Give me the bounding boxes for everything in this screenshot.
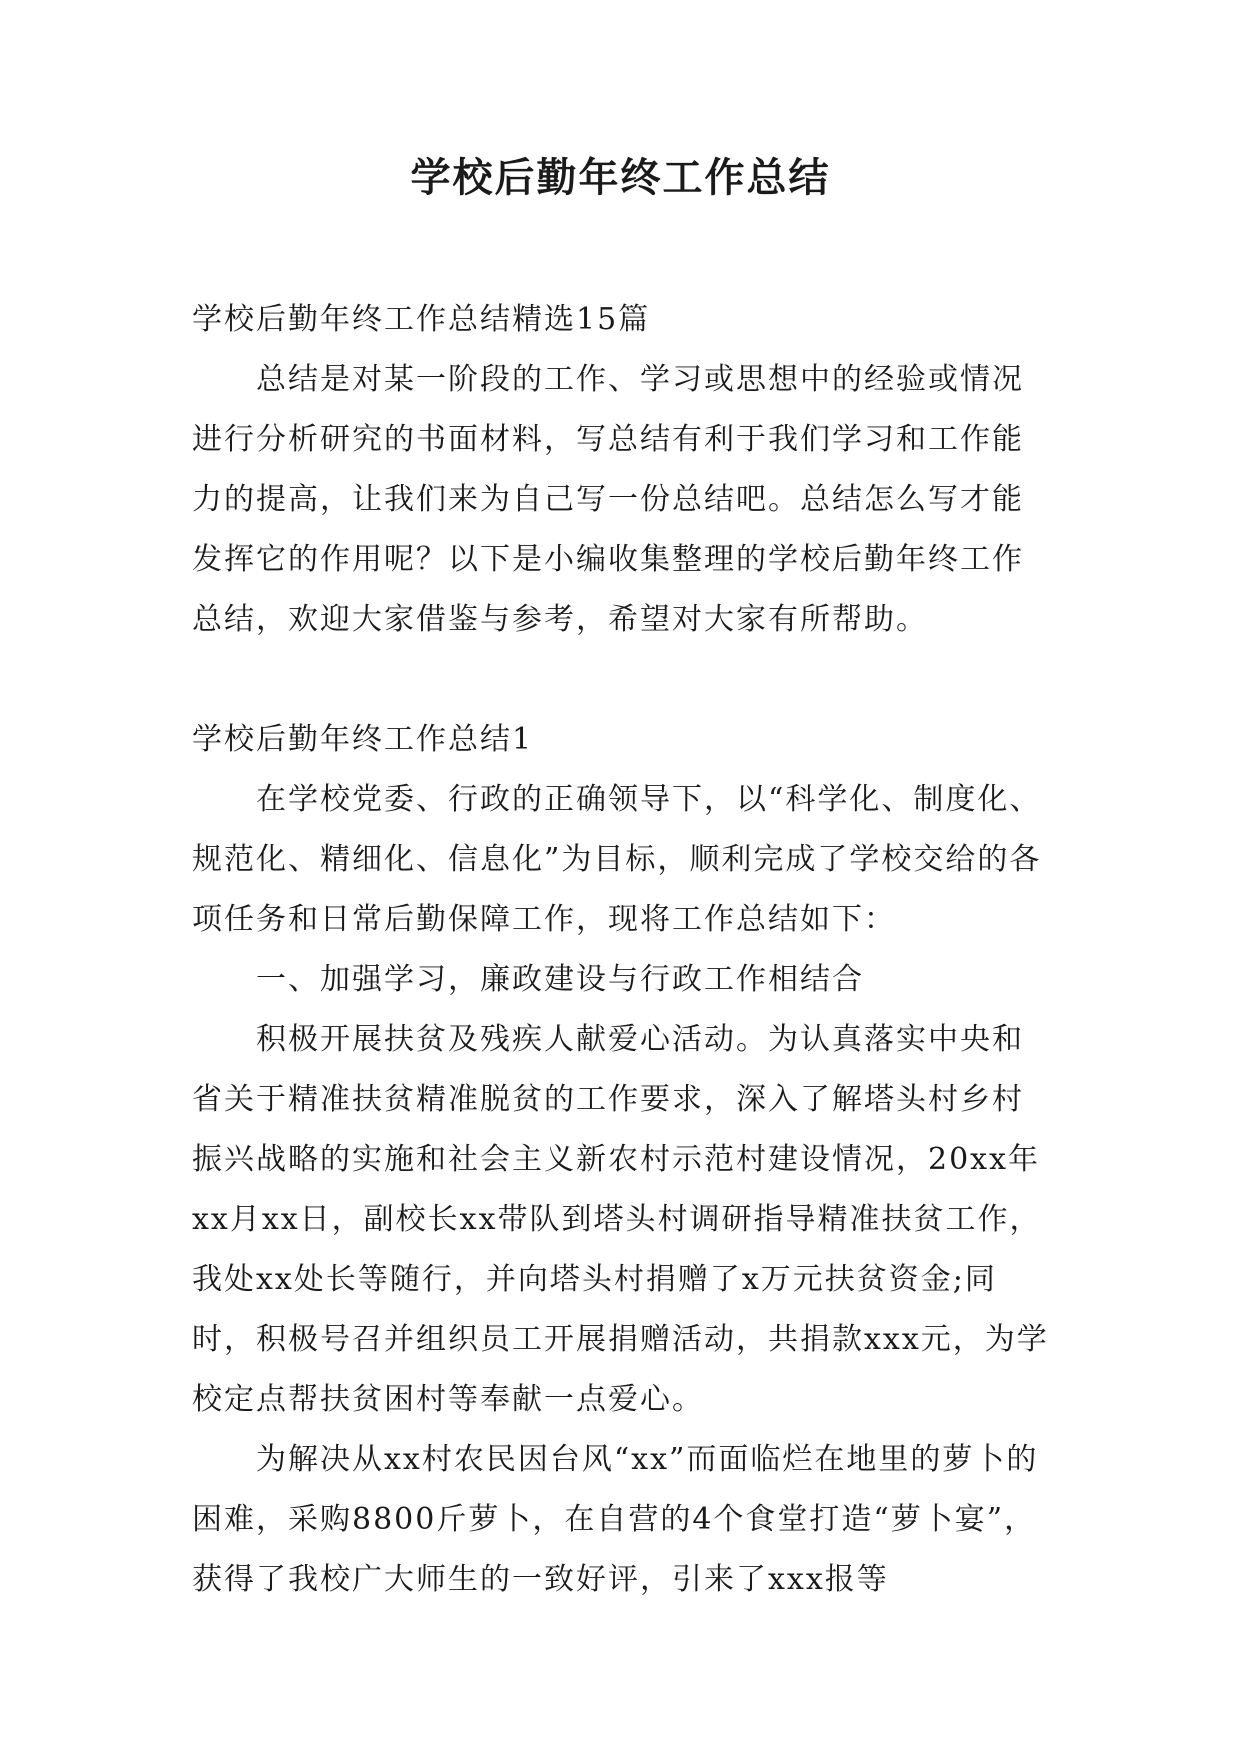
subsection-heading: 一、加强学习，廉政建设与行政工作相结合 — [256, 962, 864, 997]
document-subtitle: 学校后勤年终工作总结精选15篇 — [192, 302, 651, 337]
section-spacer — [192, 650, 1052, 710]
body-paragraph: 在学校党委、行政的正确领导下，以“科学化、制度化、规范化、精细化、信息化”为目标，顺利完成了学校交给的各项任务和日常后勤保障工作，现将工作总结如下： — [192, 782, 1042, 937]
body-paragraph: 积极开展扶贫及残疾人献爱心活动。为认真落实中央和省关于精准扶贫精准脱贫的工作要求，深入了解塔头村乡村振兴战略的实施和社会主义新农村示范村建设情况，20xx年xx月xx日，副校长xx带队到塔头村调研指导精准扶贫工作，我处xx处长等随行，并向塔头村捐赠了x万元扶贫资金;同时，积极号召并组织员工开展捐赠活动，共捐款xxx元，为学校定点帮扶贫困村等奉献一点爱心。 — [192, 1022, 1049, 1417]
document-body — [192, 290, 1052, 1610]
intro-paragraph: 总结是对某一阶段的工作、学习或思想中的经验或情况进行分析研究的书面材料，写总结有利于我们学习和工作能力的提高，让我们来为自己写一份总结吧。总结怎么写才能发挥它的作用呢？以下是小编收集整理的学校后勤年终工作总结，欢迎大家借鉴与参考，希望对大家有所帮助。 — [192, 362, 1024, 637]
body-paragraph: 为解决从xx村农民因台风“xx”而面临烂在地里的萝卜的困难，采购8800斤萝卜，在自营的4个食堂打造“萝卜宴”，获得了我校广大师生的一致好评，引来了xxx报等 — [192, 1442, 1039, 1597]
section-heading: 学校后勤年终工作总结1 — [192, 722, 534, 757]
document-title: 学校后勤年终工作总结 — [410, 155, 831, 201]
